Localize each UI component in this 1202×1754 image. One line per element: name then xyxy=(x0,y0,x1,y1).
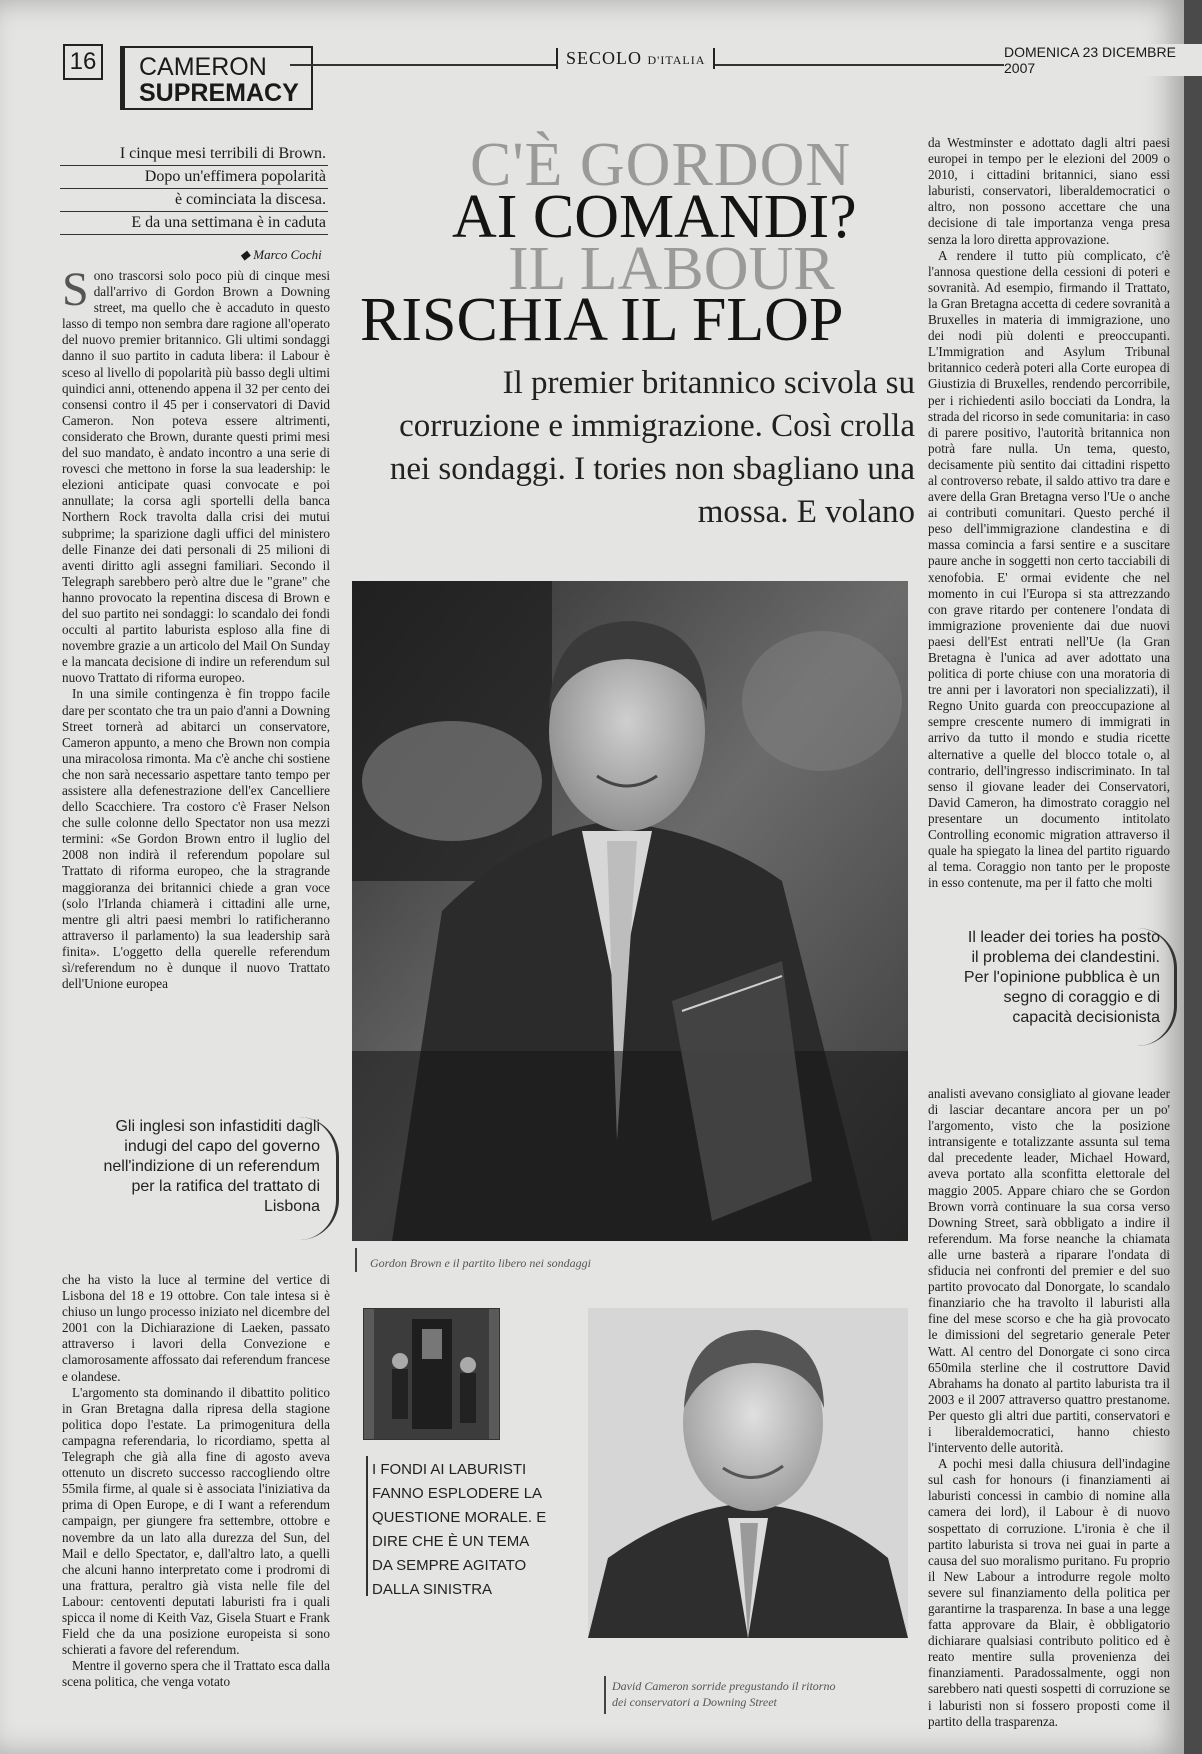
page-number: 16 xyxy=(63,44,103,80)
pull-quote-right: Il leader dei tories ha posto il problema dei clandestini. Per l'opinione pubblica è un segno di coraggio e di capacità decisionista xyxy=(960,928,1177,1046)
drop-cap: S xyxy=(62,268,89,316)
article-paragraph xyxy=(62,268,330,686)
masthead-small: D'ITALIA xyxy=(647,53,706,67)
article-paragraph: da Westminster e adottato dagli altri paesi europei in tempo per le elezioni del 2009 o 2010, i cittadini britannici, siano essi laburisti, conservatori, liberaldemocratici o altro, non possono accettare che una decisione di tale importanza venga presa senza la loro diretta approvazione. xyxy=(928,135,1170,247)
box-rule xyxy=(366,1456,368,1596)
headline-line4: RISCHIA IL FLOP xyxy=(360,286,844,354)
paragraph-text: ono trascorsi solo poco più di cinque mesi dall'arrivo di Gordon Brown a Downing street, ma quello che è accaduto in questo lasso di tempo non sembra dare ragione all'operato del nuovo premier britannico. Gli ultimi sondaggi danno il suo partito in caduta libera: il Labour è sceso al livello di popolarità più basso degli ultimi quindici anni, ottenendo appena il 32 per cento dei consensi contro il 45 per i conservatori di David Cameron. Non poteva essere altrimenti, considerato che Brown, durante questi primi mesi del suo mandato, è andato incontro a una serie di rovesci che mettono in forse la sua leadership: le elezioni anticipate quasi convocate e poi annullate; la corsa agli sportelli della banca Northern Rock travolta dalla crisi dei mutui subprime; la sparizione dagli uffici del ministero delle Finanze dei dati personali di 25 milioni di aventi diritto agli assegni familiari. Secondo il Telegraph sarebbero però altre due le "grane" che hanno provocato la repentina discesa di Brown e del suo partito nei sondaggi: lo scandalo dei fondi occulti al partito laburista esploso alla fine di novembre grazie a un articolo del Mail On Sunday e la mancata decisione di indire un referendum sul nuovo Trattato di riforma europeo. xyxy=(62,268,330,686)
article-paragraph: A pochi mesi dalla chiusura dell'indagine sul cash for honours (i finanziamenti ai laburisti concessi in cambio di nomine alla camera dei lord), il Labour è di nuovo sospettato di corruzione. L'ironia è che il partito laburista si trova nei guai in parte a causa del suo moralismo puritano. Fu proprio il New Labour a introdurre regole molto severe sul finanziamento della politica per garantirne la trasparenza. In base a una legge fatta approvare da Blair, è obbligatorio dichiarare qualsiasi contributo politico ed è reato mentire sulla provenienza dei finanziamenti. Paradossalmente, oggi non sarebbero nati questi sospetti di corruzione se i laburisti non si fossero proposti come il partito della trasparenza. xyxy=(928,1456,1170,1729)
article-paragraph: analisti avevano consigliato al giovane leader di lasciar decantare ancora per un po' l'argomento, visto che la posizione intransigente e totalizzante assunta sul tema dal precedente leader, Michael Howard, aveva portato alla sconfitta elettorale del maggio 2005. Appare chiaro che se Gordon Brown vorrà continuare la sua corsa verso Downing Street, sarà obbligato a indire il referendum. Ma forse neanche la chiamata alle urne basterà a riparare l'ondata di sfiducia nei confronti del premier e del suo partito provocato dal Donorgate, lo scandalo finanziario che ha travolto il laburisti alla fine del mese scorso e che ha già provocato le dimissioni del segretario generale Peter Watt. Al centro del Donorgate ci sono circa 650mila sterline che il costruttore David Abrahams ha donato al partito laburista tra il 2003 e il 2007 attraverso quattro prestanome. Per questo gli altri due partiti, conservatori e i liberaldemocratici, hanno chiesto l'intervento delle autorità. xyxy=(928,1086,1170,1456)
box-quote: I FONDI AI LABURISTI FANNO ESPLODERE LA QUESTIONE MORALE. E DIRE CHE È UN TEMA DA SEMPRE AGITATO DALLA SINISTRA xyxy=(372,1461,547,1598)
section-label-line1: CAMERON xyxy=(139,53,267,81)
section-label xyxy=(120,46,313,110)
gordon-brown-photo xyxy=(352,581,908,1241)
dateline: DOMENICA 23 DICEMBRE 2007 xyxy=(1004,44,1202,76)
article-column-1 xyxy=(62,268,330,1078)
headline-line2: AI COMANDI? xyxy=(452,183,857,251)
article-column-1b xyxy=(62,1272,330,1740)
deck-line: Dopo un'effimera popolarità xyxy=(60,166,328,189)
downing-street-photo xyxy=(363,1308,500,1440)
main-photo-caption: Gordon Brown e il partito libero nei sondaggi xyxy=(370,1256,591,1270)
deck-line: è cominciata la discesa. xyxy=(60,189,328,212)
article-paragraph: A rendere il tutto più complicato, c'è l'annosa questione della cessioni di poteri e sovranità. Ad esempio, firmando il Trattato, la Gran Bretagna accetta di cedere sovranità a Bruxelles in materia di immigrazione, uno dei nodi più dolenti e preoccupanti. L'Immigration and Asylum Tribunal britannico cederà poteri alla Corte europea di Giustizia di Bruxelles, rendendo percorribile, per i richiedenti asilo bocciati da Londra, la strada del ricorso in sede comunitaria: in caso di parere positivo, l'autorità britannica non potrà fare nulla. Un tema, questo, decisamente più sentito dai cittadini rispetto al controverso rebate, il saldo attivo tra dare e avere della Gran Bretagna verso l'Ue o anche ai contributi comunitari. Questo perché il peso dell'immigrazione clandestina e di massa comincia a farsi sentire e a suscitare paure anche in soggetti non certo tacciabili di xenofobia. E' ormai evidente che nel momento in cui l'Europa si sta attrezzando con grave ritardo per contenere l'ondata di immigrazione proveniente dai due nuovi paesi dell'Est entrati nell'Ue (la Gran Bretagna è l'unica ad aver adottato una politica di porte chiuse con una moratoria di tre anni per i lavoratori non specializzati), il Regno Unito guarda con preoccupazione al sempre crescente numero di immigrati in arrivo da tutto il mondo e studia ricette alternative a quelle del blocco totale o, al contrario, dell'ingresso indiscriminato. In tal senso il giovane leader dei Conservatori, David Cameron, ha dimostrato coraggio nel presentare un documento intitolato Controlling economic migration attraverso il quale ha spiegato la linea del partito riguardo al tema. Coraggio non tanto per le proposte in esso contenute, ma per il fatto che molti xyxy=(928,247,1170,891)
deck-line: I cinque mesi terribili di Brown. xyxy=(60,143,328,166)
byline: ◆ Marco Cochi xyxy=(240,247,322,262)
masthead xyxy=(556,48,715,69)
caption-rule xyxy=(604,1676,606,1714)
cameron-photo-caption: David Cameron sorride pregustando il ritorno dei conservatori a Downing Street xyxy=(612,1679,836,1709)
headline-line1: C'È GORDON xyxy=(470,131,852,199)
main-photo xyxy=(352,581,908,1241)
deck xyxy=(60,143,328,235)
masthead-title: SECOLO xyxy=(566,48,643,68)
article-paragraph: Mentre il governo spera che il Trattato esca dalla scena politica, che venga votato xyxy=(62,1658,330,1690)
article-column-3b xyxy=(928,1086,1170,1742)
headline-line3: IL LABOUR xyxy=(508,235,835,303)
pull-quote-left: Gli inglesi son infastiditi dagli indugi del capo del governo nell'indizione di un referendum per la ratifica del trattato di Lisbona xyxy=(98,1117,339,1240)
subheadline: Il premier britannico scivola su corruzione e immigrazione. Così crolla nei sondaggi. I tories non sbagliano una mossa. E volano xyxy=(389,365,915,530)
caption-rule xyxy=(355,1248,357,1272)
article-paragraph: che ha visto la luce al termine del vertice di Lisbona del 18 e 19 ottobre. Con tale intesa si è chiuso un lungo processo iniziato nel dicembre del 2001 con la Dichiarazione di Laeken, passato attraverso i lavori della Convezione e clamorosamente affossato dai referendum francese e olandese. xyxy=(62,1272,330,1384)
article-column-3 xyxy=(928,135,1170,895)
cameron-photo xyxy=(588,1308,908,1638)
article-paragraph: In una simile contingenza è fin troppo facile dare per scontato che tra un paio d'anni a Downing Street tornerà ad abitarci un conservatore, Cameron appunto, a meno che Brown non compia una miracolosa rimonta. Ma c'è anche chi sostiene che non sarà necessario aspettare tanto tempo per assistere alla defenestrazione dell'ex Cancelliere dello Scacchiere. Tra costoro c'è Fraser Nelson che sulle colonne dello Spectator non usa mezzi termini: «Se Gordon Brown entro il luglio del 2008 non indirà il referendum popolare sul Trattato di riforma europeo, che la stragrande maggioranza dei britannici chiede a gran voce (solo l'Irlanda chiamerà i cittadini alle urne, mentre gli altri paesi membri lo ratificheranno attraverso il parlamento) la sua leadership sarà finita». L'oggetto della querelle referendum sì/referendum no è dunque il nuovo Trattato dell'Unione europea xyxy=(62,686,330,992)
deck-line: E da una settimana è in caduta xyxy=(60,212,328,235)
page-gutter xyxy=(1184,0,1202,1754)
section-label-line2: SUPREMACY xyxy=(139,79,299,107)
article-paragraph: L'argomento sta dominando il dibattito politico in Gran Bretagna dalla ripresa della stagione politica dopo l'estate. La primogenitura della campagna referendaria, lo ricordiamo, spetta al Telegraph che già alla fine di agosto aveva ottenuto un discreto successo raccogliendo oltre 55mila firme, al quale si è associata l'iniziativa da prima di Open Europe, e di I want a referendum campaign, per giungere fra settembre, ottobre e novembre da un lato alla durezza del Sun, del Mail e dello Spectator, e, dall'altro lato, a quelli che alcuni hanno interpretato come i prodromi di una frattura, peraltro già vista nelle file del Labour: centoventi deputati laburisti fra i quali spicca il nome di Keith Vaz, Gisela Stuart e Frank Field che da una posizione europeista si sono schierati a favore del referendum. xyxy=(62,1384,330,1658)
